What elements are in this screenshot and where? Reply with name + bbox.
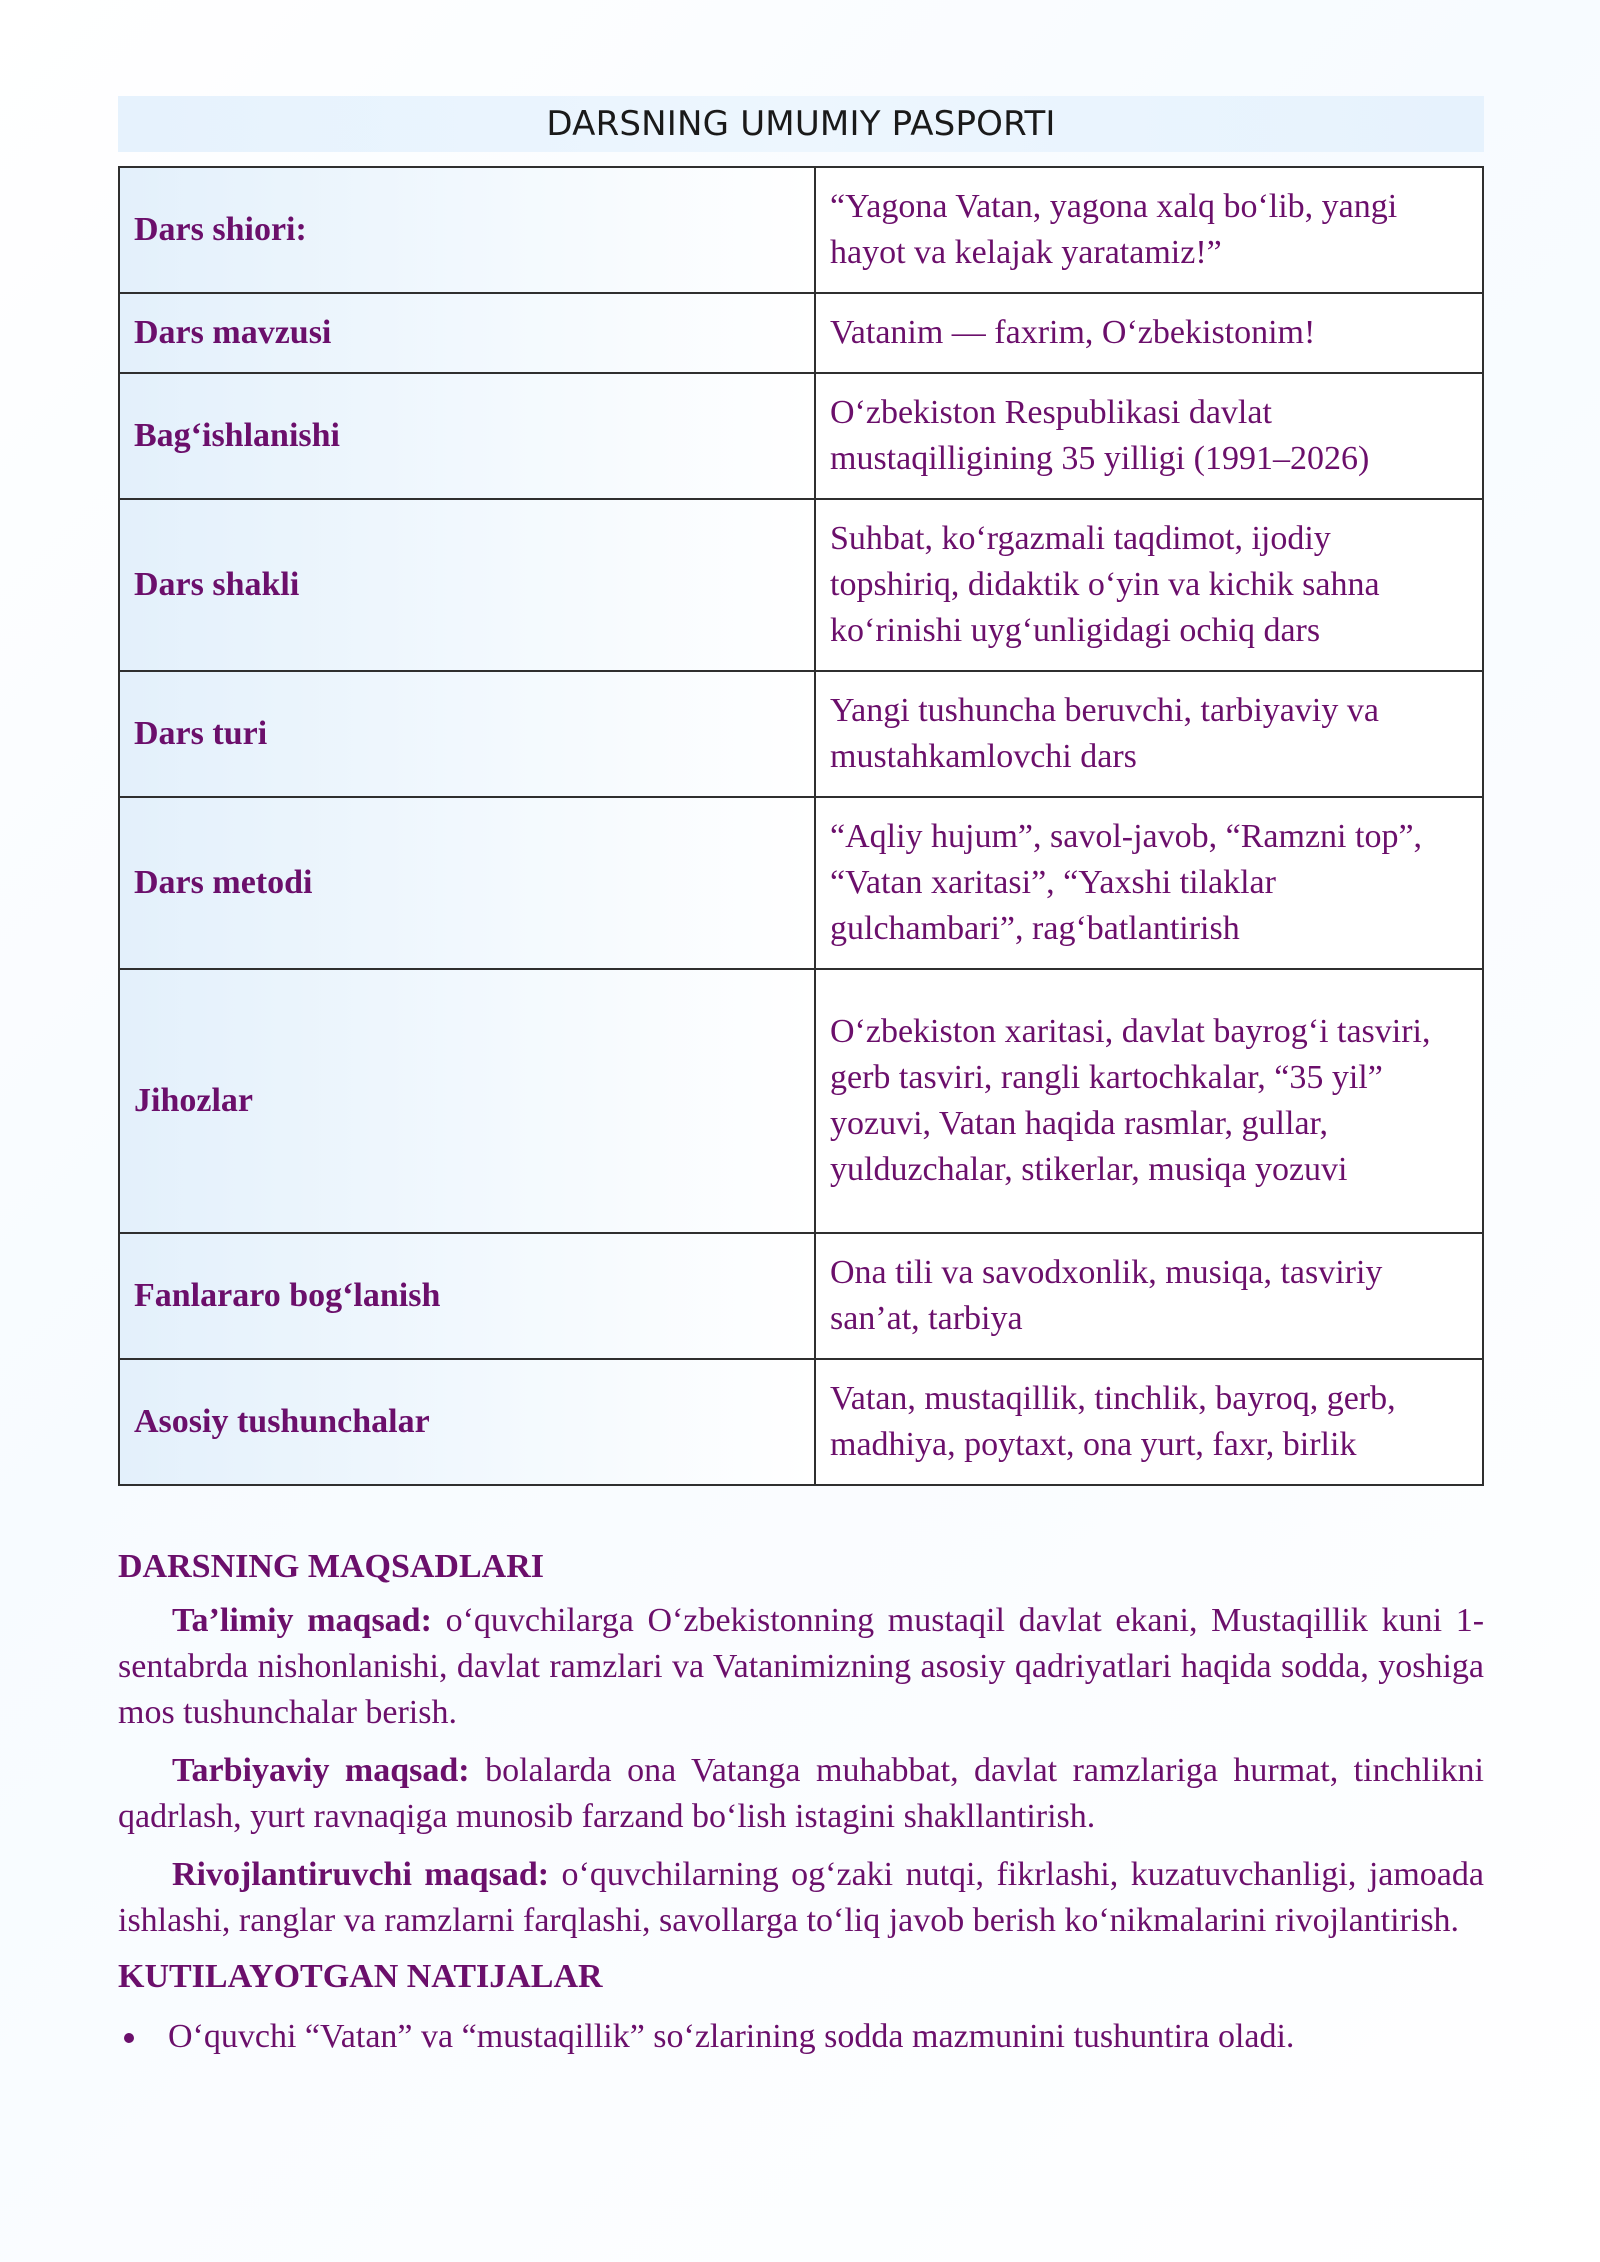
goal-paragraph	[118, 1748, 1484, 1840]
goal-label: Tarbiyaviy maqsad:	[172, 1752, 470, 1789]
row-value: Vatan, mustaqillik, tinchlik, bayroq, gerb, madhiya, poytaxt, ona yurt, faxr, birlik	[815, 1359, 1483, 1485]
row-value: “Aqliy hujum”, savol-javob, “Ramzni top”, “Vatan xaritasi”, “Yaxshi tilaklar gulchambari”, rag‘batlantirish	[815, 797, 1483, 969]
row-label: Dars shiori:	[119, 167, 815, 293]
row-label: Dars mavzusi	[119, 293, 815, 373]
table-row	[119, 1359, 1483, 1485]
table-row	[119, 167, 1483, 293]
row-label: Asosiy tushunchalar	[119, 1359, 815, 1485]
goals-heading: DARSNING MAQSADLARI	[118, 1548, 544, 1585]
row-value: Suhbat, ko‘rgazmali taqdimot, ijodiy topshiriq, didaktik o‘yin va kichik sahna ko‘rinishi uyg‘unligidagi ochiq dars	[815, 499, 1483, 671]
goal-text: bolalarda ona Vatanga muhabbat, davlat ramzlariga hurmat, tinchlikni qadrlash, yurt ravnaqiga munosib farzand bo‘lish istagini shakllantirish.	[118, 1752, 1485, 1835]
row-value: O‘zbekiston Respublikasi davlat mustaqilligining 35 yilligi (1991–2026)	[815, 373, 1483, 499]
results-list	[118, 2014, 1484, 2060]
row-value: Vatanim — faxrim, O‘zbekistonim!	[815, 293, 1483, 373]
row-label: Dars turi	[119, 671, 815, 797]
table-row	[119, 969, 1483, 1233]
row-value: Ona tili va savodxonlik, musiqa, tasviriy san’at, tarbiya	[815, 1233, 1483, 1359]
row-label: Dars metodi	[119, 797, 815, 969]
goal-text: o‘quvchilarga O‘zbekistonning mustaqil davlat ekani, Mustaqillik kuni 1-sentabrda nishonlanishi, davlat ramzlari va Vatanimizning asosiy qadriyatlari haqida sodda, yoshiga mos tushunchalar berish.	[118, 1602, 1485, 1731]
row-label: Fanlararo bog‘lanish	[119, 1233, 815, 1359]
table-row	[119, 1233, 1483, 1359]
table-row	[119, 373, 1483, 499]
table-row	[119, 499, 1483, 671]
table-row	[119, 671, 1483, 797]
row-label: Jihozlar	[119, 969, 815, 1233]
goal-paragraph	[118, 1598, 1484, 1736]
list-item: O‘quvchi “Vatan” va “mustaqillik” so‘zlarining sodda mazmunini tushuntira oladi.	[118, 2014, 1484, 2060]
row-value: “Yagona Vatan, yagona xalq bo‘lib, yangi hayot va kelajak yaratamiz!”	[815, 167, 1483, 293]
results-heading: KUTILAYOTGAN NATIJALAR	[118, 1958, 603, 1995]
goal-text: o‘quvchilarning og‘zaki nutqi, fikrlashi, kuzatuvchanligi, jamoada ishlashi, ranglar va ramzlarni farqlashi, savollarga to‘liq javob berish ko‘nikmalarini rivojlantirish.	[118, 1856, 1484, 1939]
document-page	[118, 96, 1484, 2060]
page-title: DARSNING UMUMIY PASPORTI	[118, 96, 1484, 152]
row-label: Dars shakli	[119, 499, 815, 671]
table-row	[119, 797, 1483, 969]
table-row	[119, 293, 1483, 373]
row-value: Yangi tushuncha beruvchi, tarbiyaviy va mustahkamlovchi dars	[815, 671, 1483, 797]
goal-label: Rivojlantiruvchi maqsad:	[172, 1856, 550, 1893]
row-label: Bag‘ishlanishi	[119, 373, 815, 499]
lesson-passport-table	[118, 166, 1484, 1486]
row-value: O‘zbekiston xaritasi, davlat bayrog‘i tasviri, gerb tasviri, rangli kartochkalar, “35 yil” yozuvi, Vatan haqida rasmlar, gullar, yulduzchalar, stikerlar, musiqa yozuvi	[815, 969, 1483, 1233]
goal-label: Ta’limiy maqsad:	[172, 1602, 432, 1639]
goal-paragraph	[118, 1852, 1484, 1944]
